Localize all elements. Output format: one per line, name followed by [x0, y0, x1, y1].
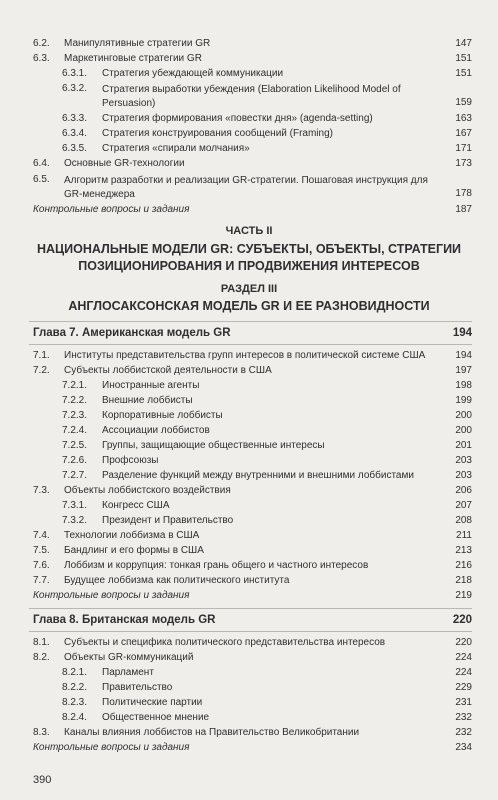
toc-entry-page: 208	[455, 515, 472, 526]
toc-entry-page: 232	[455, 712, 472, 723]
toc-entry-number: 7.1.	[33, 350, 50, 361]
toc-entry-page: 216	[455, 560, 472, 571]
toc-entry[interactable]	[33, 637, 472, 649]
chapter-rule	[29, 631, 472, 632]
toc-entry[interactable]	[62, 455, 472, 467]
toc-entry-page: 147	[455, 38, 472, 49]
toc-entry-title: Стратегия «спирали молчания»	[102, 143, 250, 154]
toc-entry-number: 8.2.2.	[62, 682, 88, 693]
toc-entry-page: 203	[455, 455, 472, 466]
toc-entry[interactable]	[33, 575, 472, 587]
toc-entry-title: Манипулятивные стратегии GR	[64, 38, 211, 49]
toc-entry-page: 203	[455, 470, 472, 481]
toc-entry-number: 8.2.3.	[62, 697, 88, 708]
toc-entry[interactable]	[62, 667, 472, 679]
toc-entry-review[interactable]	[33, 742, 472, 754]
toc-entry[interactable]	[62, 515, 472, 527]
toc-entry-title: Маркетинговые стратегии GR	[64, 53, 202, 64]
toc-entry-number: 7.2.2.	[62, 395, 88, 406]
toc-entry-page: 201	[455, 440, 472, 451]
toc-entry-number: 6.3.4.	[62, 128, 88, 139]
toc-entry[interactable]	[33, 545, 472, 557]
toc-entry-title: Объекты GR-коммуникаций	[64, 652, 194, 663]
toc-entry-review[interactable]	[33, 590, 472, 602]
toc-entry-page: 220	[455, 637, 472, 648]
toc-entry-title: Профсоюзы	[102, 455, 159, 466]
toc-entry-number: 7.2.4.	[62, 425, 88, 436]
toc-entry-number: 7.3.1.	[62, 500, 88, 511]
chapter-page: 220	[452, 614, 472, 626]
toc-entry-page: 163	[455, 113, 472, 124]
toc-entry-title: Субъекты и специфика политического представительства интересов	[64, 637, 386, 648]
toc-entry-number: 7.2.1.	[62, 380, 88, 391]
chapter-8-heading[interactable]	[33, 614, 472, 628]
toc-entry[interactable]	[33, 53, 472, 65]
toc-entry-page: 199	[455, 395, 472, 406]
toc-entry-title: Внешние лоббисты	[102, 395, 193, 406]
section-title: АНГЛОСАКСОНСКАЯ МОДЕЛЬ GR И ЕЕ РАЗНОВИДНОСТИ	[68, 299, 430, 313]
toc-entry[interactable]	[62, 395, 472, 407]
toc-entry-title: Правительство	[102, 682, 173, 693]
toc-entry-page: 151	[455, 68, 472, 79]
toc-entry-title: Контрольные вопросы и задания	[33, 204, 190, 215]
chapter-7-heading[interactable]	[33, 327, 472, 341]
toc-entry[interactable]	[62, 83, 472, 109]
toc-entry[interactable]	[62, 128, 472, 140]
part-title-line1: НАЦИОНАЛЬНЫЕ МОДЕЛИ GR: СУБЪЕКТЫ, ОБЪЕКТЫ, СТРАТЕГИИ	[36, 242, 462, 256]
toc-entry[interactable]	[33, 560, 472, 572]
toc-entry-title: Конгресс США	[102, 500, 170, 511]
toc-entry-title: Стратегия убеждающей коммуникации	[102, 68, 284, 79]
toc-entry-page: 194	[455, 350, 472, 361]
toc-entry-number: 7.2.6.	[62, 455, 88, 466]
toc-entry-title: Ассоциации лоббистов	[102, 425, 210, 436]
toc-entry-title: Технологии лоббизма в США	[64, 530, 200, 541]
toc-entry-title: Основные GR-технологии	[64, 158, 185, 169]
toc-entry-number: 7.2.5.	[62, 440, 88, 451]
toc-entry[interactable]	[33, 530, 472, 542]
toc-entry-number: 8.3.	[33, 727, 50, 738]
toc-entry[interactable]	[62, 712, 472, 724]
toc-entry-number: 7.3.2.	[62, 515, 88, 526]
toc-entry[interactable]	[62, 500, 472, 512]
chapter-page: 194	[452, 327, 472, 339]
toc-entry-title: Иностранные агенты	[102, 380, 200, 391]
toc-entry[interactable]	[33, 350, 472, 362]
toc-entry-title: Политические партии	[102, 697, 203, 708]
toc-entry-number: 6.2.	[33, 38, 50, 49]
part-label: ЧАСТЬ II	[225, 225, 273, 237]
toc-entry-page: 224	[455, 652, 472, 663]
toc-entry-title: Контрольные вопросы и задания	[33, 590, 190, 601]
toc-entry-number: 7.3.	[33, 485, 50, 496]
toc-entry-page: 171	[455, 143, 472, 154]
toc-entry-title: Стратегия формирования «повестки дня» (agenda-setting)	[102, 113, 373, 124]
toc-entry-title: Объекты лоббистского воздействия	[64, 485, 231, 496]
toc-entry-number: 7.4.	[33, 530, 50, 541]
toc-entry-title: Каналы влияния лоббистов на Правительство Великобритании	[64, 727, 360, 738]
toc-entry[interactable]	[33, 174, 472, 202]
toc-entry-number: 6.4.	[33, 158, 50, 169]
toc-entry-number: 7.2.3.	[62, 410, 88, 421]
toc-entry-title: Стратегия выработки убеждения (Elaboration Likelihood Model of Persuasion)	[102, 84, 401, 109]
toc-entry-page: 173	[455, 158, 472, 169]
toc-entry-number: 7.6.	[33, 560, 50, 571]
toc-entry-number: 7.5.	[33, 545, 50, 556]
toc-entry[interactable]	[62, 440, 472, 452]
toc-entry-review[interactable]	[33, 204, 472, 216]
toc-entry-number: 8.2.	[33, 652, 50, 663]
toc-entry-title: Контрольные вопросы и задания	[33, 742, 190, 753]
toc-entry[interactable]	[33, 485, 472, 497]
toc-entry-page: 229	[455, 682, 472, 693]
toc-entry-title: Алгоритм разработки и реализации GR-стратегии. Пошаговая инструкция для GR-менеджера	[64, 175, 428, 200]
toc-entry-title: Бандлинг и его формы в США	[64, 545, 204, 556]
toc-entry-page: 187	[455, 204, 472, 215]
chapter-rule	[29, 608, 472, 609]
toc-entry-page: 207	[455, 500, 472, 511]
toc-entry[interactable]	[62, 697, 472, 709]
toc-entry-number: 6.3.5.	[62, 143, 88, 154]
toc-entry[interactable]	[33, 365, 472, 377]
toc-entry-page: 159	[455, 97, 472, 108]
toc-entry-number: 7.2.	[33, 365, 50, 376]
toc-entry[interactable]	[62, 682, 472, 694]
chapter-title: Глава 8. Британская модель GR	[33, 614, 216, 626]
toc-entry[interactable]	[62, 68, 472, 80]
toc-entry-page: 167	[455, 128, 472, 139]
toc-entry[interactable]	[33, 727, 472, 739]
toc-entry-title: Корпоративные лоббисты	[102, 410, 223, 421]
toc-entry[interactable]	[62, 143, 472, 155]
toc-entry-page: 178	[455, 188, 472, 199]
toc-entry-title: Стратегия конструирования сообщений (Framing)	[102, 128, 333, 139]
toc-entry-title: Институты представительства групп интересов в политической системе США	[64, 350, 426, 361]
toc-entry-page: 224	[455, 667, 472, 678]
page-number: 390	[33, 774, 52, 786]
toc-entry[interactable]	[33, 38, 472, 50]
part-title-line2: ПОЗИЦИОНИРОВАНИЯ И ПРОДВИЖЕНИЯ ИНТЕРЕСОВ	[78, 259, 420, 273]
toc-entry-number: 6.3.2.	[62, 83, 88, 94]
toc-entry-number: 8.2.4.	[62, 712, 88, 723]
toc-entry[interactable]	[62, 470, 472, 482]
toc-entry-page: 200	[455, 410, 472, 421]
toc-entry-number: 8.1.	[33, 637, 50, 648]
toc-entry-number: 7.7.	[33, 575, 50, 586]
toc-entry[interactable]	[62, 425, 472, 437]
toc-entry[interactable]	[62, 380, 472, 392]
toc-entry-title: Разделение функций между внутренними и внешними лоббистами	[102, 470, 414, 481]
toc-entry-number: 6.3.1.	[62, 68, 88, 79]
toc-entry[interactable]	[62, 113, 472, 125]
toc-entry-title: Будущее лоббизма как политического института	[64, 575, 290, 586]
toc-entry-number: 7.2.7.	[62, 470, 88, 481]
toc-entry[interactable]	[62, 410, 472, 422]
toc-entry-page: 206	[455, 485, 472, 496]
toc-entry-page: 232	[455, 727, 472, 738]
toc-entry[interactable]	[33, 652, 472, 664]
toc-entry-title: Субъекты лоббистской деятельности в США	[64, 365, 272, 376]
chapter-title: Глава 7. Американская модель GR	[33, 327, 231, 339]
toc-entry-page: 198	[455, 380, 472, 391]
chapter-rule	[29, 321, 472, 322]
toc-entry-page: 219	[455, 590, 472, 601]
toc-entry-title: Лоббизм и коррупция: тонкая грань общего и частного интересов	[64, 560, 369, 571]
chapter-rule	[29, 344, 472, 345]
toc-entry-number: 6.3.3.	[62, 113, 88, 124]
toc-entry-title: Парламент	[102, 667, 154, 678]
toc-entry-page: 218	[455, 575, 472, 586]
toc-entry-number: 8.2.1.	[62, 667, 88, 678]
toc-entry-title: Группы, защищающие общественные интересы	[102, 440, 325, 451]
toc-entry-page: 231	[455, 697, 472, 708]
toc-entry-title: Общественное мнение	[102, 712, 210, 723]
toc-entry-page: 200	[455, 425, 472, 436]
toc-entry-page: 151	[455, 53, 472, 64]
toc-entry-title: Президент и Правительство	[102, 515, 234, 526]
toc-entry-number: 6.3.	[33, 53, 50, 64]
toc-entry[interactable]	[33, 158, 472, 170]
toc-entry-page: 211	[456, 530, 472, 541]
section-label: РАЗДЕЛ III	[220, 283, 278, 295]
toc-entry-page: 234	[455, 742, 472, 753]
toc-entry-page: 213	[455, 545, 472, 556]
toc-entry-number: 6.5.	[33, 174, 50, 185]
toc-entry-page: 197	[455, 365, 472, 376]
